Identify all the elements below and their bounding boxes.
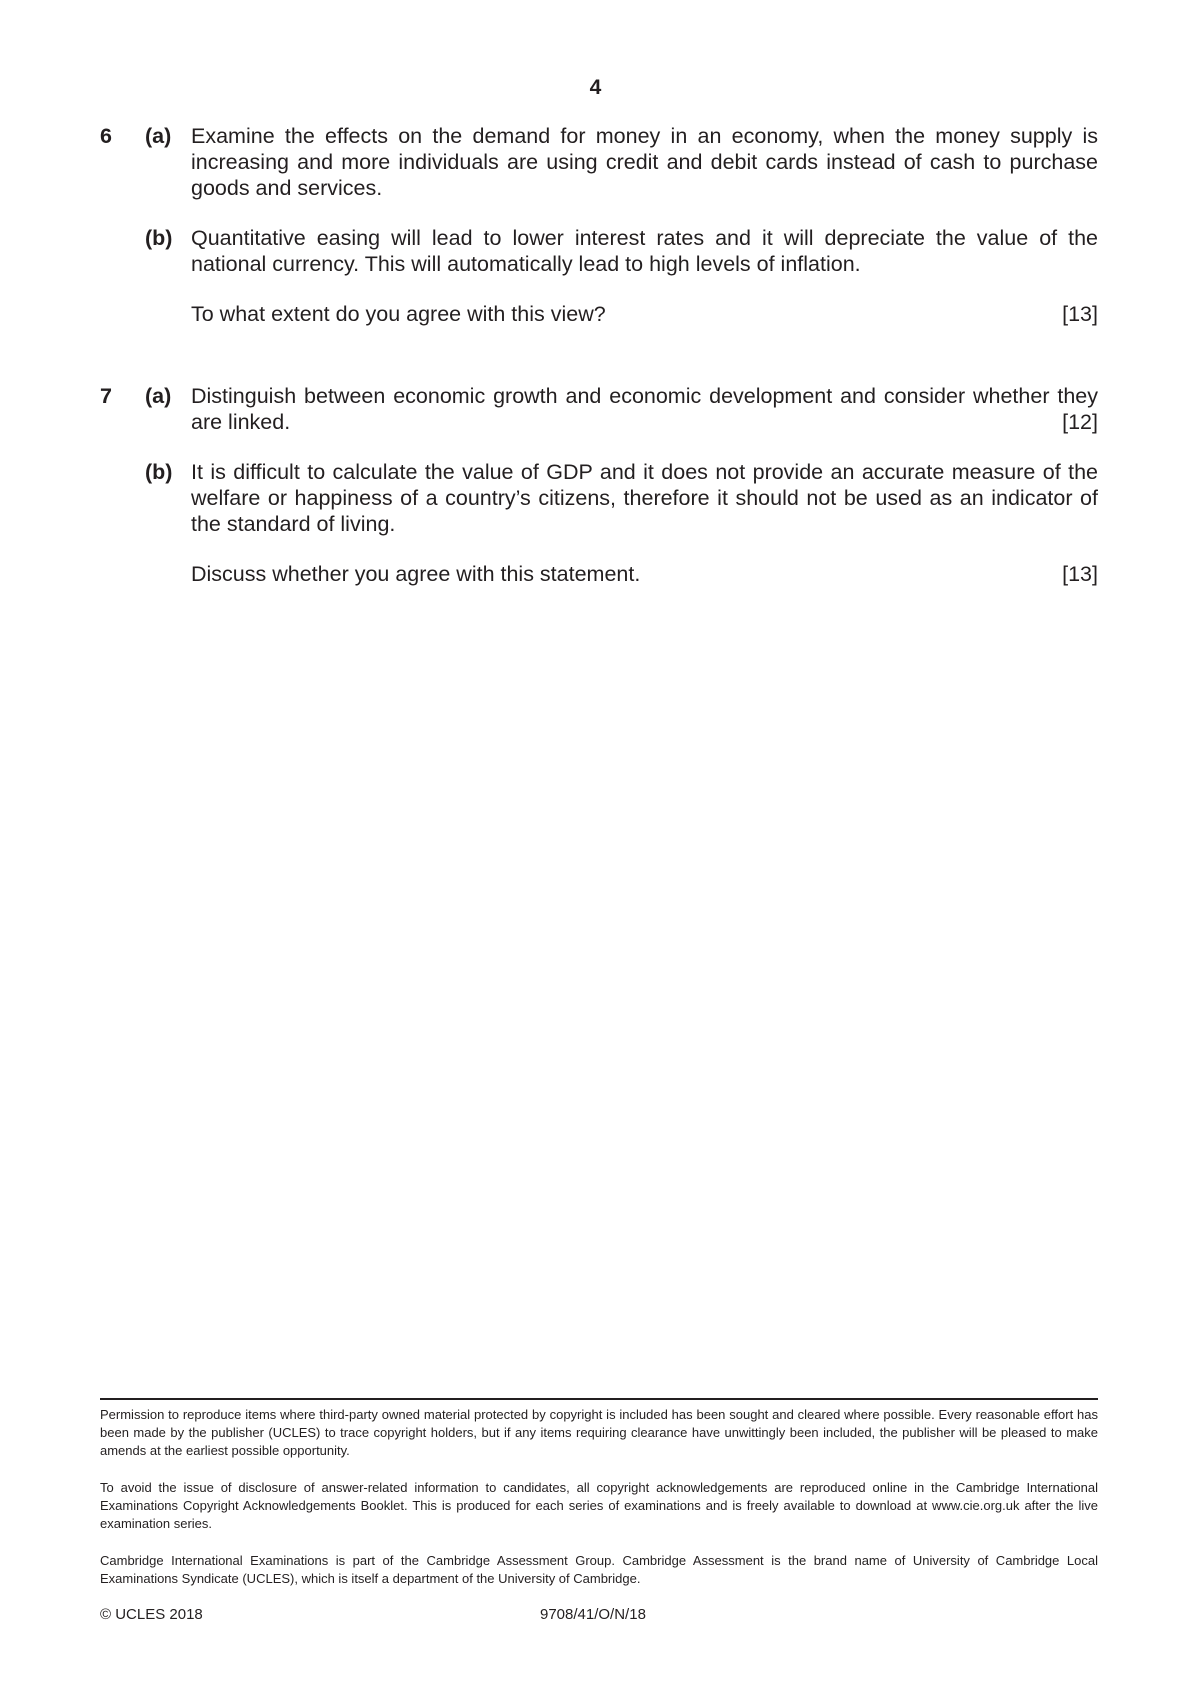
question-number: 6 xyxy=(100,124,112,148)
footer-acknowledgements-note: To avoid the issue of disclosure of answer-related information to candidates, all copyright acknowledgements are reproduced online in the Cambridge International Examinations Copyright Acknowledgements Booklet. This is produced for each series of examinations and is freely available to download at www.cie.org.uk after the live examination series. xyxy=(100,1480,1098,1531)
question-6a xyxy=(100,123,1098,201)
question-text: Quantitative easing will lead to lower interest rates and it will depreciate the value of the national currency. This will automatically lead to high levels of inflation. xyxy=(191,226,1098,276)
question-text-with-marks xyxy=(191,383,1098,435)
instruction-text: Discuss whether you agree with this statement. xyxy=(191,562,641,586)
question-6 xyxy=(100,123,1098,327)
marks: [13] xyxy=(1062,562,1098,586)
question-number: 7 xyxy=(100,384,112,408)
marks: [13] xyxy=(1062,302,1098,326)
question-7a xyxy=(100,383,1098,435)
paper-code: 9708/41/O/N/18 xyxy=(540,1606,646,1623)
part-label: (a) xyxy=(145,124,172,148)
question-7b-instruction-row xyxy=(191,561,1098,587)
part-label: (b) xyxy=(145,460,173,484)
marks: [12] xyxy=(1062,410,1098,434)
question-text: Distinguish between economic growth and economic development and consider whether they are linked. xyxy=(191,384,1098,434)
question-text: It is difficult to calculate the value of GDP and it does not provide an accurate measure of the welfare or happiness of a country’s citizens, therefore it should not be used as an indicator of the standard of living. xyxy=(191,460,1098,536)
question-7 xyxy=(100,383,1098,587)
instruction-text: To what extent do you agree with this view? xyxy=(191,302,606,326)
footer-permission-note: Permission to reproduce items where third-party owned material protected by copyright is included has been sought and cleared where possible. Every reasonable effort has been made by the publisher (UCLES) to trace copyright holders, but if any items requiring clearance have unwittingly been included, the publisher will be pleased to make amends at the earliest possible opportunity. xyxy=(100,1407,1098,1458)
question-6b-instruction-row xyxy=(191,301,1098,327)
page-number: 4 xyxy=(589,76,602,99)
part-label: (a) xyxy=(145,384,172,408)
copyright-notice: © UCLES 2018 xyxy=(100,1606,203,1623)
footer-divider xyxy=(100,1398,1098,1400)
question-7b xyxy=(100,459,1098,537)
question-text: Examine the effects on the demand for money in an economy, when the money supply is increasing and more individuals are using credit and debit cards instead of cash to purchase goods and services. xyxy=(191,124,1098,200)
part-label: (b) xyxy=(145,226,173,250)
question-6b xyxy=(100,225,1098,277)
footer-cambridge-note: Cambridge International Examinations is part of the Cambridge Assessment Group. Cambridge Assessment is the brand name of University of Cambridge Local Examinations Syndicate (UCLES), which is itself a department of the University of Cambridge. xyxy=(100,1553,1098,1586)
